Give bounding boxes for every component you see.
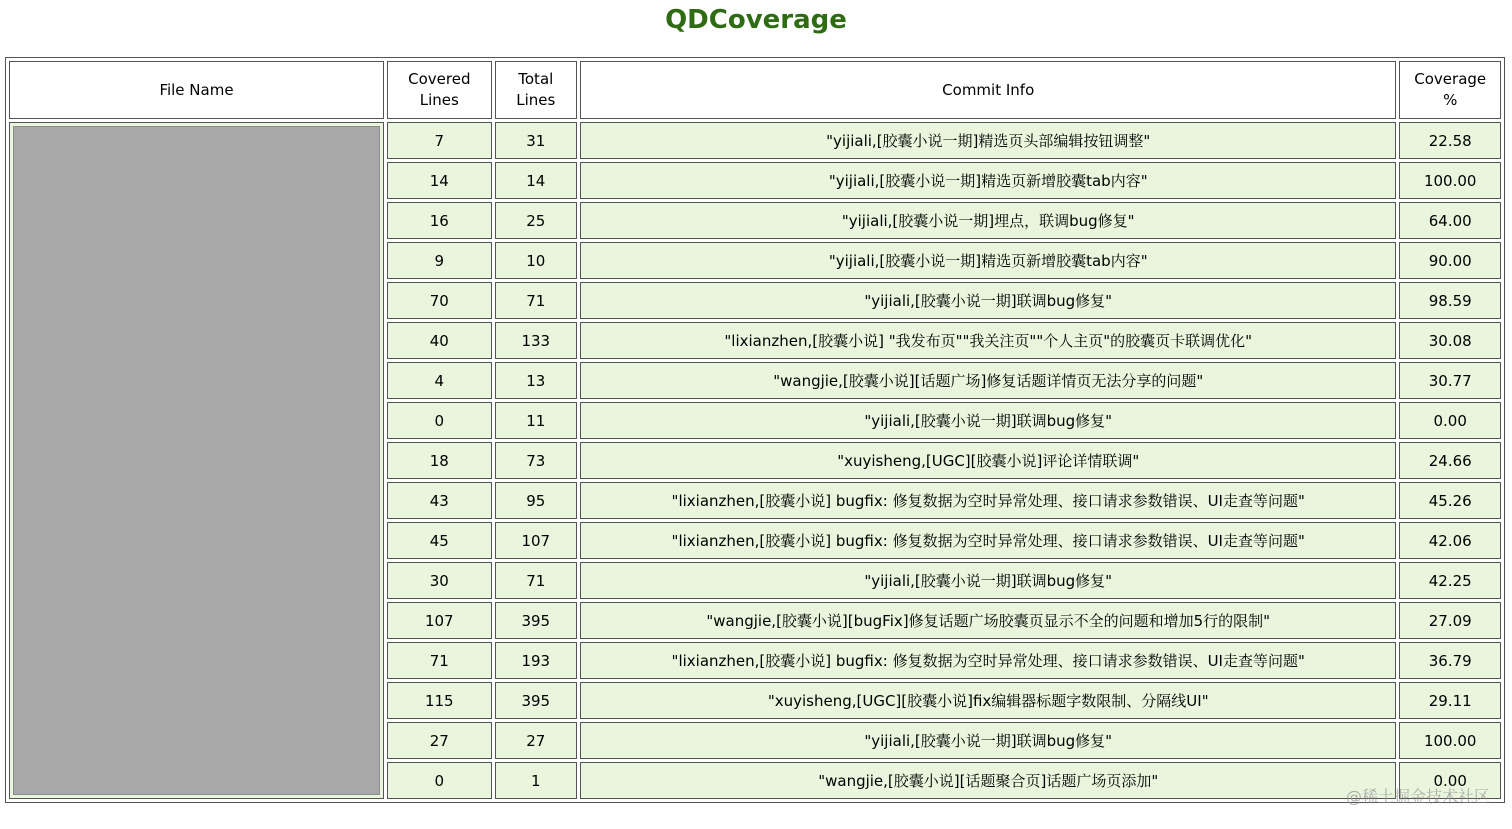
coverage-pct-cell: 36.79 [1399,642,1501,679]
total-lines-cell: 395 [495,682,577,719]
total-lines-cell: 95 [495,482,577,519]
commit-info-cell: "wangjie,[胶囊小说][话题广场]修复话题详情页无法分享的问题" [580,362,1396,399]
covered-lines-cell: 30 [387,562,492,599]
commit-info-cell: "yijiali,[胶囊小说一期]精选页新增胶囊tab内容" [580,242,1396,279]
coverage-pct-cell: 0.00 [1399,402,1501,439]
commit-info-cell: "wangjie,[胶囊小说][bugFix]修复话题广场胶囊页显示不全的问题和增加5行的限制" [580,602,1396,639]
header-total-lines [495,61,577,119]
header-total-lines-text: Total Lines [516,70,556,109]
covered-lines-cell: 43 [387,482,492,519]
header-covered-lines [387,61,492,119]
total-lines-cell: 27 [495,722,577,759]
coverage-pct-cell: 100.00 [1399,162,1501,199]
commit-info-cell: "lixianzhen,[胶囊小说] bugfix: 修复数据为空时异常处理、接口请求参数错误、UI走查等问题" [580,522,1396,559]
covered-lines-cell: 70 [387,282,492,319]
commit-info-cell: "lixianzhen,[胶囊小说] bugfix: 修复数据为空时异常处理、接口请求参数错误、UI走查等问题" [580,642,1396,679]
covered-lines-cell: 16 [387,202,492,239]
watermark: @稀土掘金技术社区 [1345,787,1490,806]
header-covered-lines-text: Covered Lines [408,70,471,109]
covered-lines-cell: 0 [387,402,492,439]
commit-info-cell: "yijiali,[胶囊小说一期]联调bug修复" [580,562,1396,599]
header-commit-info: Commit Info [580,61,1396,119]
table-body [9,122,1501,799]
commit-info-cell: "yijiali,[胶囊小说一期]精选页头部编辑按钮调整" [580,122,1396,159]
commit-info-cell: "yijiali,[胶囊小说一期]联调bug修复" [580,402,1396,439]
total-lines-cell: 25 [495,202,577,239]
header-coverage-pct [1399,61,1501,119]
coverage-pct-cell: 30.77 [1399,362,1501,399]
total-lines-cell: 71 [495,282,577,319]
total-lines-cell: 133 [495,322,577,359]
coverage-pct-cell: 30.08 [1399,322,1501,359]
coverage-pct-cell: 27.09 [1399,602,1501,639]
coverage-pct-cell: 29.11 [1399,682,1501,719]
covered-lines-cell: 27 [387,722,492,759]
total-lines-cell: 1 [495,762,577,799]
coverage-pct-cell: 64.00 [1399,202,1501,239]
commit-info-cell: "xuyisheng,[UGC][胶囊小说]fix编辑器标题字数限制、分隔线UI" [580,682,1396,719]
covered-lines-cell: 7 [387,122,492,159]
coverage-pct-cell: 98.59 [1399,282,1501,319]
commit-info-cell: "yijiali,[胶囊小说一期]联调bug修复" [580,282,1396,319]
commit-info-cell: "yijiali,[胶囊小说一期]精选页新增胶囊tab内容" [580,162,1396,199]
coverage-pct-cell: 42.25 [1399,562,1501,599]
commit-info-cell: "wangjie,[胶囊小说][话题聚合页]话题广场页添加" [580,762,1396,799]
coverage-pct-cell: 24.66 [1399,442,1501,479]
covered-lines-cell: 45 [387,522,492,559]
total-lines-cell: 107 [495,522,577,559]
covered-lines-cell: 71 [387,642,492,679]
covered-lines-cell: 40 [387,322,492,359]
total-lines-cell: 395 [495,602,577,639]
total-lines-cell: 31 [495,122,577,159]
coverage-pct-cell: 45.26 [1399,482,1501,519]
total-lines-cell: 10 [495,242,577,279]
table-row [9,122,1501,159]
covered-lines-cell: 107 [387,602,492,639]
redacted-file-names [13,126,380,795]
coverage-pct-cell: 22.58 [1399,122,1501,159]
coverage-pct-cell: 100.00 [1399,722,1501,759]
commit-info-cell: "yijiali,[胶囊小说一期]埋点，联调bug修复" [580,202,1396,239]
covered-lines-cell: 0 [387,762,492,799]
covered-lines-cell: 14 [387,162,492,199]
total-lines-cell: 14 [495,162,577,199]
table-header-row [9,61,1501,119]
commit-info-cell: "xuyisheng,[UGC][胶囊小说]评论详情联调" [580,442,1396,479]
covered-lines-cell: 18 [387,442,492,479]
file-name-cell-redacted [9,122,384,799]
covered-lines-cell: 9 [387,242,492,279]
coverage-pct-cell: 90.00 [1399,242,1501,279]
coverage-table [5,57,1505,803]
commit-info-cell: "yijiali,[胶囊小说一期]联调bug修复" [580,722,1396,759]
page-title: QDCoverage [665,5,847,35]
commit-info-cell: "lixianzhen,[胶囊小说] bugfix: 修复数据为空时异常处理、接口请求参数错误、UI走查等问题" [580,482,1396,519]
covered-lines-cell: 4 [387,362,492,399]
header-coverage-pct-text: Coverage % [1414,70,1487,109]
total-lines-cell: 13 [495,362,577,399]
header-file-name: File Name [9,61,384,119]
coverage-pct-cell: 0.00 [1399,762,1501,799]
commit-info-cell: "lixianzhen,[胶囊小说] "我发布页""我关注页""个人主页"的胶囊页卡联调优化" [580,322,1396,359]
coverage-pct-cell: 42.06 [1399,522,1501,559]
covered-lines-cell: 115 [387,682,492,719]
coverage-table-container [5,57,1505,803]
total-lines-cell: 11 [495,402,577,439]
total-lines-cell: 73 [495,442,577,479]
total-lines-cell: 193 [495,642,577,679]
total-lines-cell: 71 [495,562,577,599]
